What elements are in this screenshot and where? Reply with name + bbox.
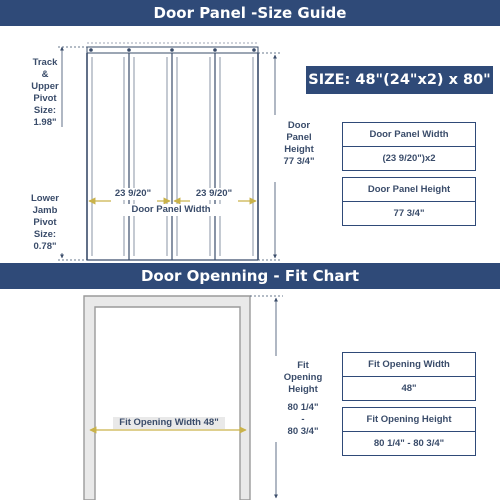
track-pivot-label: Track & Upper Pivot Size: 1.98"	[31, 57, 59, 128]
spec-title: Fit Opening Width	[368, 359, 450, 370]
spec-value: 80 1/4" - 80 3/4"	[343, 431, 475, 455]
panel-height-label: Door Panel Height 77 3/4"	[283, 120, 315, 167]
spec-title: Fit Opening Height	[366, 414, 452, 425]
spec-panel-width	[342, 122, 476, 171]
fit-chart-banner: Door Openning - Fit Chart	[0, 263, 500, 289]
fit-width-caption: Fit Opening Width 48"	[113, 417, 225, 429]
size-banner: SIZE: 48"(24"x2) x 80"	[306, 66, 493, 94]
spec-value: (23 9/20")x2	[343, 146, 475, 170]
spec-value: 77 3/4"	[343, 201, 475, 225]
panel-height-dimension	[258, 53, 282, 260]
panel-width-caption: Door Panel Width	[118, 204, 224, 216]
spec-value: 48"	[343, 376, 475, 400]
fit-height-dimension	[250, 296, 283, 498]
spec-fit-width	[342, 352, 476, 401]
door-opening-frame	[84, 296, 250, 500]
spec-panel-height	[342, 177, 476, 226]
lower-pivot-label: Lower Jamb Pivot Size: 0.78"	[26, 193, 64, 253]
spec-title: Door Panel Width	[369, 129, 449, 140]
fit-height-label: Fit Opening Height 80 1/4" - 80 3/4"	[283, 360, 323, 437]
panel-width-left-label: 23 9/20"	[108, 188, 158, 200]
door-panel-drawing	[87, 47, 258, 260]
spec-fit-height	[342, 407, 476, 456]
panel-width-right-label: 23 9/20"	[189, 188, 239, 200]
size-guide-banner: Door Panel -Size Guide	[0, 0, 500, 26]
spec-title: Door Panel Height	[367, 184, 451, 195]
